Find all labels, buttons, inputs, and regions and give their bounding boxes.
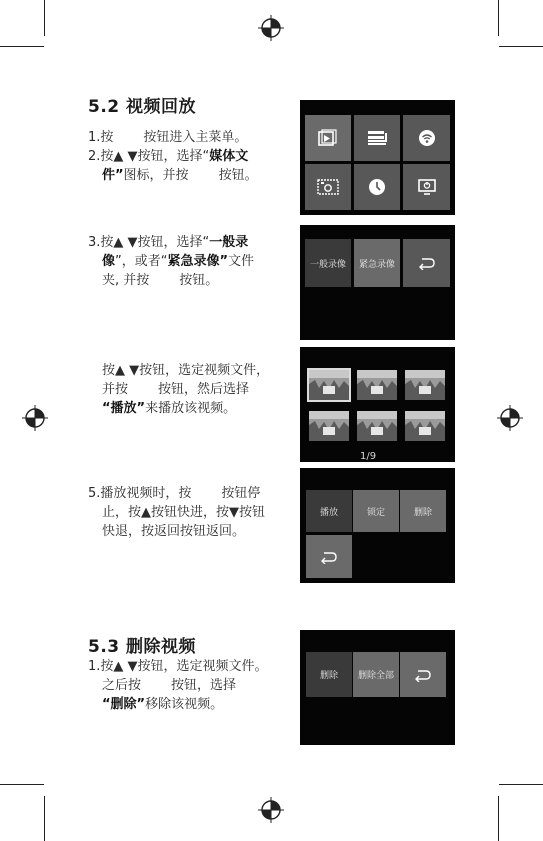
crop-mark	[498, 0, 499, 36]
crop-mark	[499, 46, 543, 47]
back-button[interactable]	[306, 535, 352, 578]
crop-mark	[499, 784, 543, 785]
menu-tile-clock[interactable]	[354, 164, 400, 210]
section-heading-video-playback: 5.2 视频回放	[88, 97, 197, 117]
video-thumbnail[interactable]	[309, 370, 349, 400]
video-thumbnail[interactable]	[357, 411, 397, 441]
back-button[interactable]	[400, 652, 446, 697]
step-1-text: 1.按 按钮进入主菜单。	[88, 130, 248, 145]
screen-main-menu	[300, 100, 455, 215]
back-arrow-icon	[418, 256, 436, 270]
video-files-icon	[366, 129, 388, 147]
registration-mark-icon	[258, 797, 284, 823]
registration-mark-icon	[22, 405, 48, 431]
delete-button[interactable]: 删除	[400, 490, 446, 532]
play-button[interactable]: 播放	[306, 490, 352, 532]
clock-icon	[368, 178, 386, 196]
menu-tile-photo[interactable]	[305, 164, 351, 210]
screen-thumbnail-grid	[300, 347, 455, 462]
step-4-text: 按▲ ▼按钮，选定视频文件， 并按 按钮，然后选择 “播放”来播放该视频。	[102, 363, 270, 416]
crop-mark	[44, 796, 45, 841]
page-indicator: 1/9	[360, 451, 377, 462]
delete-all-button[interactable]: 删除全部	[353, 652, 399, 697]
video-thumbnail[interactable]	[357, 370, 397, 400]
normal-recording-folder[interactable]: 一般录像	[305, 239, 351, 287]
section-heading-delete-video: 5.3 删除视频	[88, 637, 197, 657]
play-media-icon	[318, 129, 338, 147]
delete-step-1-text: 1.按▲ ▼按钮，选定视频文件。 之后按 按钮，选择 “删除”移除该视频。	[88, 659, 268, 712]
registration-mark-icon	[258, 15, 284, 41]
crop-mark	[498, 796, 499, 841]
back-button[interactable]	[403, 239, 450, 287]
menu-tile-media[interactable]	[305, 115, 351, 161]
display-icon	[417, 178, 437, 196]
crop-mark	[0, 46, 44, 47]
step-5-text: 5.播放视频时，按 按钮停 止，按▲按钮快进，按▼按钮 快退，按返回按钮返回。	[88, 486, 265, 539]
screen-folder-select	[300, 225, 455, 340]
crop-mark	[0, 784, 44, 785]
registration-mark-icon	[497, 405, 523, 431]
menu-tile-display[interactable]	[403, 164, 450, 210]
wifi-icon	[418, 129, 436, 147]
menu-tile-wifi[interactable]	[403, 115, 450, 161]
video-thumbnail[interactable]	[405, 411, 445, 441]
video-thumbnail[interactable]	[309, 411, 349, 441]
delete-button[interactable]: 删除	[306, 652, 352, 697]
emergency-recording-folder[interactable]: 紧急录像	[354, 239, 400, 287]
photo-icon	[317, 179, 339, 195]
video-thumbnail[interactable]	[405, 370, 445, 400]
lock-button[interactable]: 锁定	[353, 490, 399, 532]
screen-delete-options	[300, 630, 455, 745]
crop-mark	[44, 0, 45, 36]
screen-playback-options	[300, 468, 455, 583]
back-arrow-icon	[320, 550, 338, 564]
menu-tile-video-files[interactable]	[354, 115, 400, 161]
step-3-text: 3.按▲ ▼按钮，选择“一般录 像”，或者“紧急录像”文件 夹, 并按 按钮。	[88, 235, 255, 288]
step-2-text: 2.按▲ ▼按钮，选择“媒体文 件”图标，并按 按钮。	[88, 149, 258, 183]
back-arrow-icon	[414, 668, 432, 682]
